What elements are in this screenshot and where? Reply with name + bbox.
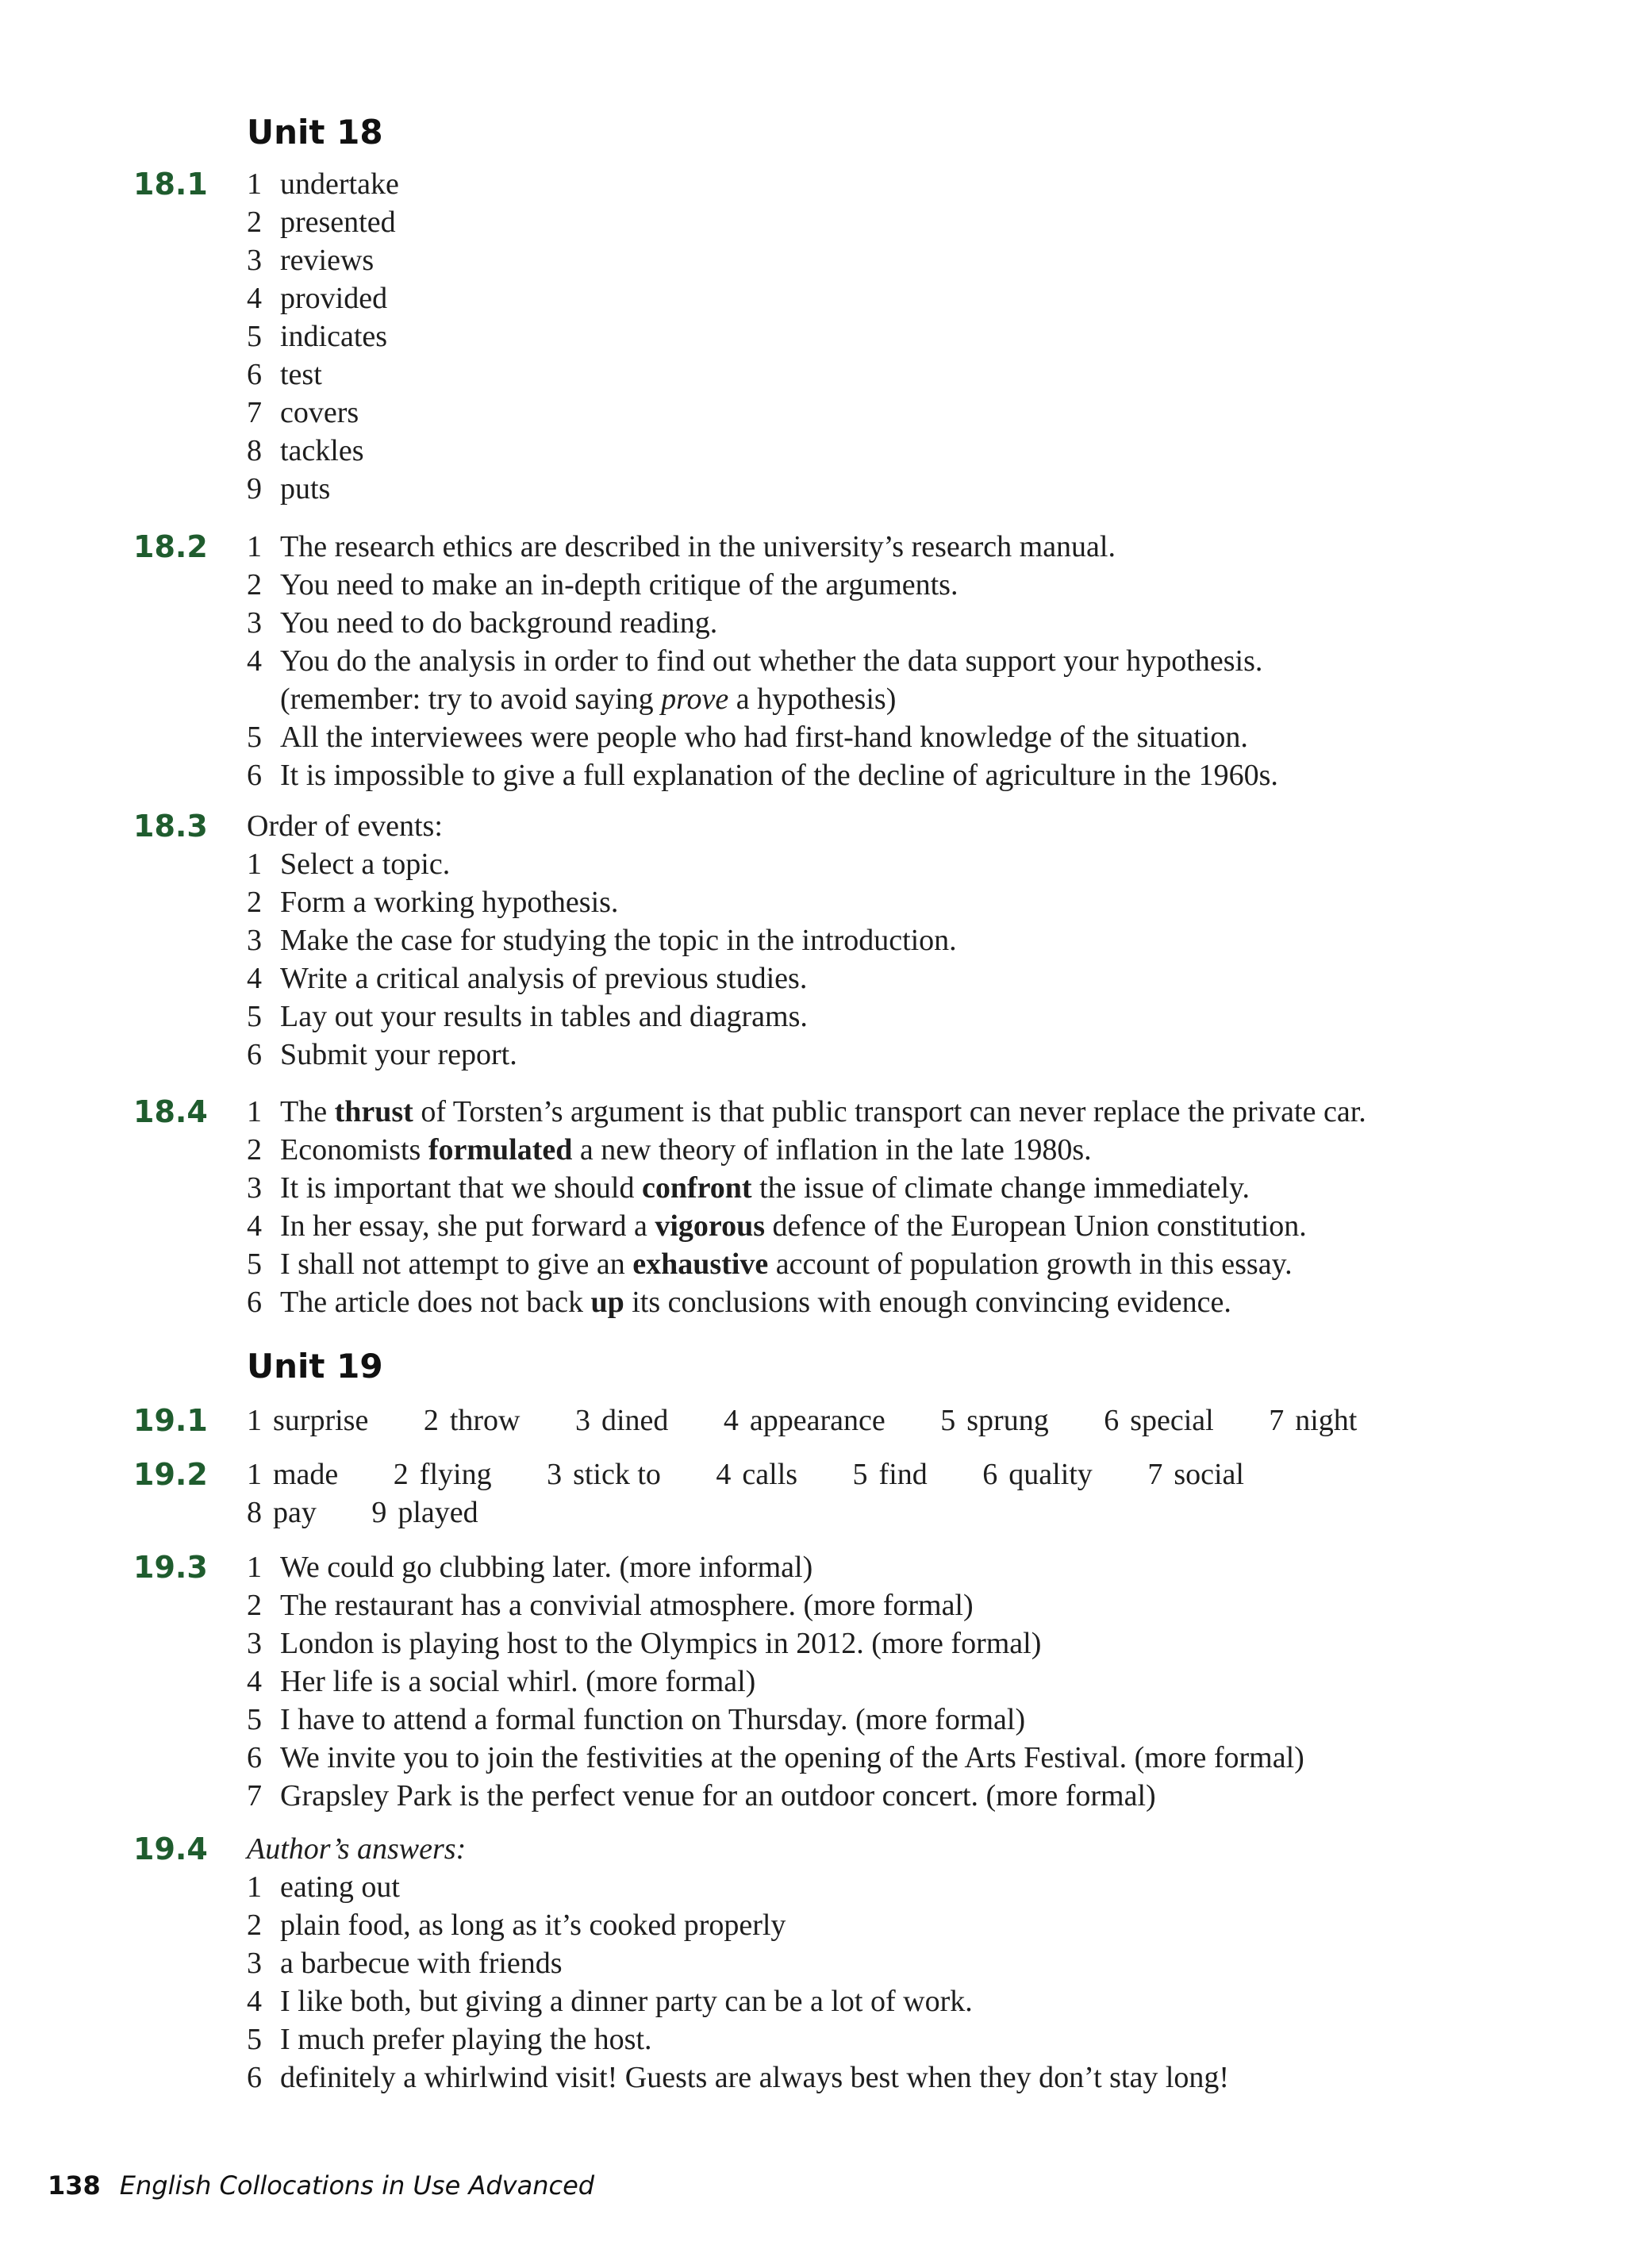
- answer-line: 1 The research ethics are described in the university’s research manual.: [247, 530, 1116, 563]
- exercise-number: 18.4: [133, 1094, 208, 1129]
- answer-line: 2 presented: [247, 206, 396, 239]
- exercise-number: 19.4: [133, 1832, 208, 1866]
- answer-line: 9 puts: [247, 472, 331, 505]
- answer-line: 5 Lay out your results in tables and diagrams.: [247, 1000, 808, 1033]
- answer-line: 3 You need to do background reading.: [247, 606, 718, 640]
- exercise-number: 18.1: [133, 167, 208, 202]
- collocation-word: confront: [641, 1171, 752, 1205]
- answer-line: 5 I much prefer playing the host.: [247, 2023, 652, 2056]
- answer-line: 3 a barbecue with friends: [247, 1947, 563, 1980]
- exercise-number: 19.3: [133, 1550, 208, 1585]
- exercise-number: 18.3: [133, 809, 208, 844]
- answer-line: 6 It is impossible to give a full explanation of the decline of agriculture in the 1960s.: [247, 759, 1278, 792]
- answer-line: 2 Economists formulated a new theory of inflation in the late 1980s.: [247, 1133, 1092, 1167]
- answer-line: 1 undertake: [247, 167, 399, 201]
- exercise-intro: Author’s answers:: [247, 1832, 467, 1866]
- answer-line: 8 tackles: [247, 434, 364, 467]
- answer-line: 4 provided: [247, 282, 388, 315]
- answer-line: 1 eating out: [247, 1870, 400, 1904]
- answer-line: 5 I have to attend a formal function on Thursday. (more formal): [247, 1703, 1026, 1736]
- answer-line: 2 You need to make an in-depth critique of the arguments.: [247, 568, 958, 602]
- answer-line: 2 The restaurant has a convivial atmosphere. (more formal): [247, 1589, 974, 1622]
- answer-line: 2 Form a working hypothesis.: [247, 886, 619, 919]
- answer-row: 1 surprise 2 throw 3 dined 4 appearance 5 sprung 6 special 7 night: [247, 1404, 1358, 1437]
- unit-title: Unit 18: [247, 113, 383, 152]
- answer-line: 4 Write a critical analysis of previous studies.: [247, 962, 808, 995]
- collocation-word: vigorous: [655, 1209, 766, 1243]
- collocation-word: exhaustive: [632, 1247, 769, 1281]
- answer-line: 6 We invite you to join the festivities at the opening of the Arts Festival. (more formal): [247, 1741, 1304, 1774]
- answer-line: 1 Select a topic.: [247, 848, 451, 881]
- exercise-number: 19.2: [133, 1457, 208, 1492]
- answer-line: 3 Make the case for studying the topic in the introduction.: [247, 924, 957, 957]
- exercise-intro: Order of events:: [247, 809, 443, 843]
- answer-line: 7 Grapsley Park is the perfect venue for an outdoor concert. (more formal): [247, 1779, 1156, 1812]
- answer-line: 4 Her life is a social whirl. (more formal): [247, 1665, 756, 1698]
- book-title: English Collocations in Use Advanced: [119, 2170, 595, 2201]
- collocation-word: up: [590, 1286, 624, 1319]
- answer-line: 3 London is playing host to the Olympics in 2012. (more formal): [247, 1627, 1042, 1660]
- answer-line: 6 Submit your report.: [247, 1038, 517, 1071]
- answer-line: 2 plain food, as long as it’s cooked properly: [247, 1909, 786, 1942]
- page-number: 138: [48, 2170, 101, 2201]
- answer-line: 7 covers: [247, 396, 359, 429]
- answer-line: 5 I shall not attempt to give an exhaustive account of population growth in this essay.: [247, 1247, 1293, 1281]
- answer-note: (remember: try to avoid saying prove a hypothesis): [280, 682, 897, 716]
- collocation-word: formulated: [428, 1133, 573, 1167]
- collocation-word: thrust: [334, 1095, 413, 1128]
- exercise-number: 18.2: [133, 529, 208, 564]
- answer-line: 3 It is important that we should confront the issue of climate change immediately.: [247, 1171, 1250, 1205]
- answer-line: 6 The article does not back up its conclusions with enough convincing evidence.: [247, 1286, 1231, 1319]
- unit-title: Unit 19: [247, 1347, 383, 1386]
- exercise-number: 19.1: [133, 1403, 208, 1438]
- answer-line: 6 definitely a whirlwind visit! Guests are always best when they don’t stay long!: [247, 2061, 1230, 2094]
- answer-row: 8 pay 9 played: [247, 1496, 478, 1529]
- answer-line: 4 You do the analysis in order to find out whether the data support your hypothesis.: [247, 644, 1263, 678]
- answer-line: 6 test: [247, 358, 322, 391]
- answer-row: 1 made 2 flying 3 stick to 4 calls 5 find 6 quality 7 social: [247, 1458, 1244, 1491]
- answer-line: 3 reviews: [247, 244, 375, 277]
- answer-line: 4 I like both, but giving a dinner party can be a lot of work.: [247, 1985, 973, 2018]
- answer-line: 5 indicates: [247, 320, 388, 353]
- answer-line: 1 The thrust of Torsten’s argument is that public transport can never replace the private car.: [247, 1095, 1366, 1128]
- answer-line: 4 In her essay, she put forward a vigorous defence of the European Union constitution.: [247, 1209, 1307, 1243]
- answer-line: 1 We could go clubbing later. (more informal): [247, 1551, 813, 1584]
- page-footer: [48, 2170, 594, 2201]
- answer-line: 5 All the interviewees were people who had first-hand knowledge of the situation.: [247, 721, 1248, 754]
